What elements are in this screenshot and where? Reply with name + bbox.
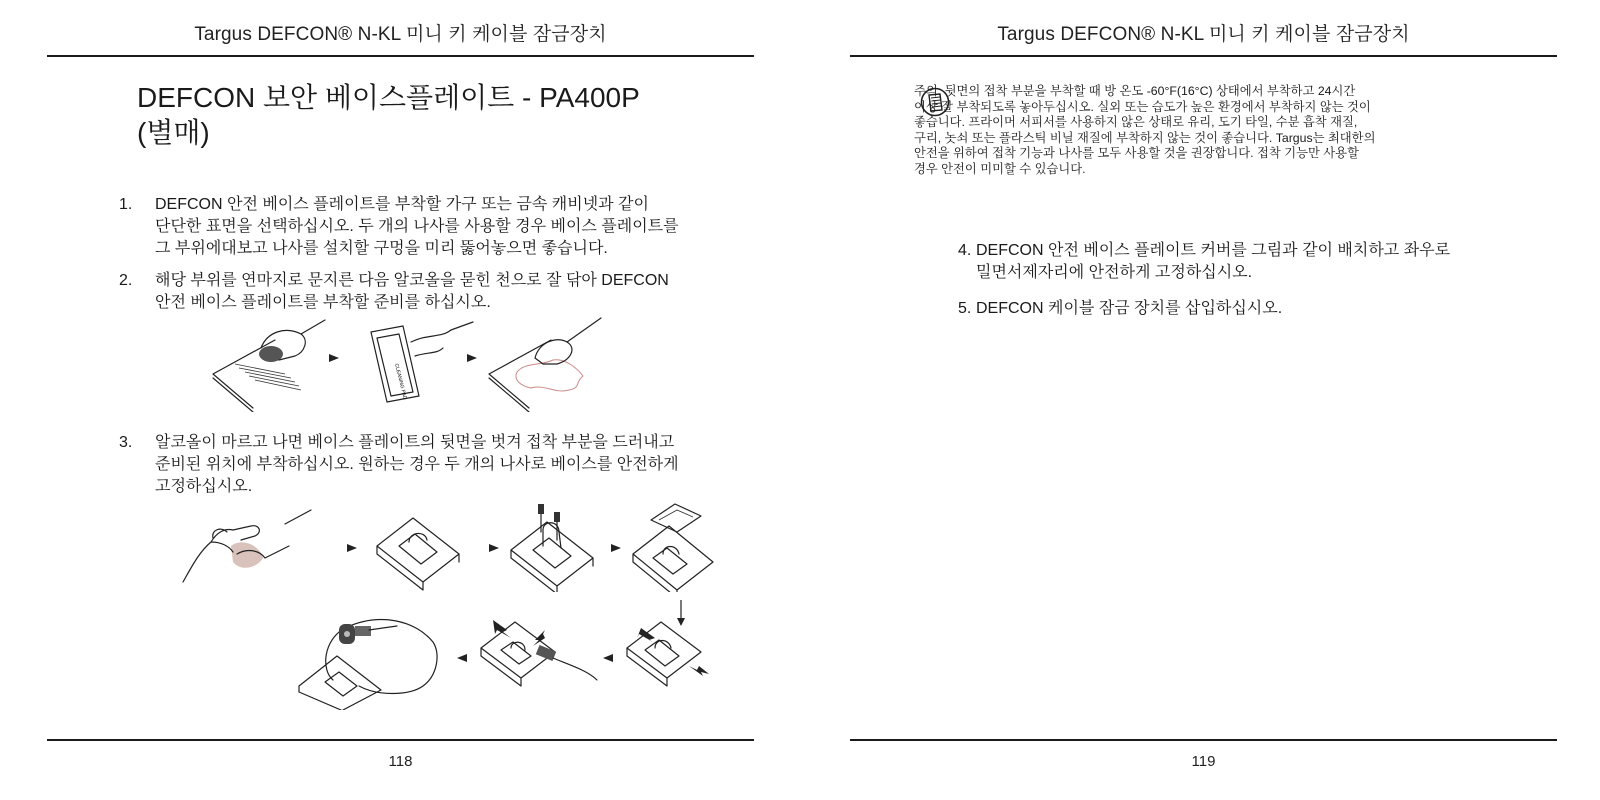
step-5-number: 5. <box>958 300 972 317</box>
step-2 <box>119 270 755 314</box>
step-4-line1: DEFCON 안전 베이스 플레이트 커버를 그림과 같이 배치하고 좌우로 <box>976 242 1451 259</box>
header-rule-right <box>850 55 1557 57</box>
page-number-right: 119 <box>1191 753 1216 770</box>
cover-slide-figure <box>627 622 709 686</box>
note-line4: 구리, 놋쇠 또는 플라스틱 비닐 재질에 부착하지 않는 것이 좋습니다. Targus는 최대한의 <box>914 130 1376 145</box>
step-5-text: DEFCON 케이블 잠금 장치를 삽입하십시오. <box>976 300 1283 317</box>
step-1-line1: DEFCON 안전 베이스 플레이트를 부착할 가구 또는 금속 캐비넷과 같이 <box>155 196 649 213</box>
cable-lock-attached-figure <box>299 620 437 710</box>
arrow-right-icon <box>489 544 499 552</box>
step-1-line3: 그 부위에대보고 나사를 설치할 구멍을 미리 뚫어놓으면 좋습니다. <box>155 240 608 257</box>
step-2-number: 2. <box>119 272 133 289</box>
arrow-right-icon <box>347 544 357 552</box>
step-1 <box>119 194 755 260</box>
running-header-right: Targus DEFCON® N-KL 미니 키 케이블 잠금장치 <box>997 24 1410 45</box>
left-page <box>47 0 754 800</box>
step-1-line2: 단단한 표면을 선택하십시오. 두 개의 나사를 사용할 경우 베이스 플레이트를 <box>155 218 679 235</box>
lock-insertion-figure <box>481 620 597 686</box>
note-line5: 안전을 위하여 접착 기능과 나사를 모두 사용할 것을 권장합니다. 접착 기능만 사용할 <box>914 146 1359 160</box>
arrow-right-icon <box>611 544 621 552</box>
step-1-number: 1. <box>119 196 133 213</box>
step-4 <box>958 240 1536 284</box>
base-plate-on-surface-figure <box>377 518 459 590</box>
note-line2: 이상 잘 부착되도록 놓아두십시오. 실외 또는 습도가 높은 환경에서 부착하지 않는 것이 <box>914 99 1371 114</box>
peel-backing-figure <box>183 510 311 582</box>
step-3 <box>119 432 755 498</box>
cover-placement-figure <box>633 504 713 592</box>
cleaning-steps-illustration <box>205 312 645 412</box>
header-rule-left <box>47 55 754 57</box>
step-3-line1: 알코올이 마르고 나면 베이스 플레이트의 뒷면을 벗겨 접착 부분을 드러내고 <box>155 434 675 451</box>
arrow-right-icon <box>467 354 477 362</box>
mounting-steps-illustration-row1 <box>181 502 721 592</box>
section-title <box>137 80 657 150</box>
caution-note <box>914 84 1520 177</box>
step-2-line2: 안전 베이스 플레이트를 부착할 준비를 하십시오. <box>155 294 491 311</box>
note-line3: 좋습니다. 프라이머 서피서를 사용하지 않은 상태로 유리, 도기 타일, 수분 흡착 재질, <box>914 115 1358 129</box>
step-5 <box>958 298 1536 320</box>
footer-rule-right <box>850 739 1557 741</box>
wiping-figure <box>489 318 601 412</box>
section-title-line1: DEFCON 보안 베이스플레이트 - PA400P <box>137 82 640 113</box>
cleaning-pad-figure <box>371 322 473 402</box>
step-3-line3: 고정하십시오. <box>155 478 253 495</box>
mounting-steps-illustration-row2 <box>297 600 717 710</box>
step-3-line2: 준비된 위치에 부착하십시오. 원하는 경우 두 개의 나사로 베이스를 안전하게 <box>155 456 679 473</box>
right-page <box>850 0 1557 800</box>
sanding-figure <box>213 320 325 412</box>
section-title-line2: (별매) <box>137 117 210 148</box>
running-header-left: Targus DEFCON® N-KL 미니 키 케이블 잠금장치 <box>194 24 607 45</box>
step-4-line2: 밀면서제자리에 안전하게 고정하십시오. <box>976 264 1253 281</box>
arrow-right-icon <box>329 354 339 362</box>
note-line6: 경우 안전이 미미할 수 있습니다. <box>914 161 1086 176</box>
note-line1: 주의: 뒷면의 접착 부분을 부착할 때 방 온도 -60°F(16°C) 상태에서 부착하고 24시간 <box>914 84 1356 98</box>
step-3-number: 3. <box>119 434 133 451</box>
arrow-left-icon <box>457 654 467 662</box>
step-4-number: 4. <box>958 242 972 259</box>
page-number-left: 118 <box>388 753 413 770</box>
step-2-line1: 해당 부위를 연마지로 문지른 다음 알코올을 묻힌 천으로 잘 닦아 DEFCON <box>155 272 669 289</box>
cleaning-pad-label: CLEANING PAD <box>393 363 408 401</box>
arrow-left-icon <box>603 654 613 662</box>
footer-rule-left <box>47 739 754 741</box>
screws-figure <box>511 504 593 592</box>
